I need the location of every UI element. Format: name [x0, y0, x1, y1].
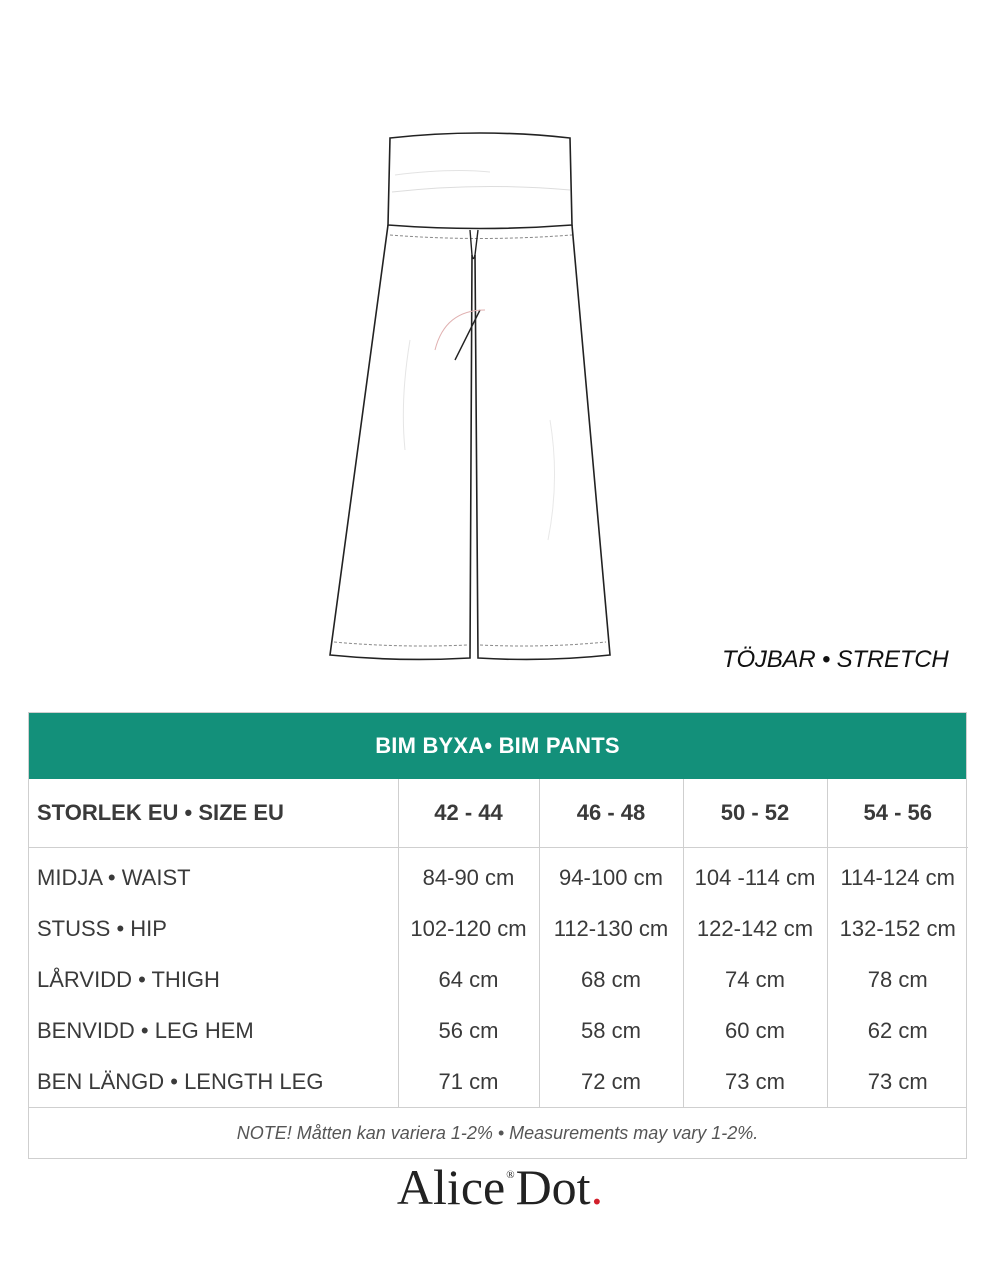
measurement-label: STUSS • HIP: [29, 903, 398, 954]
registered-mark: ®: [506, 1169, 515, 1181]
table-cell: 73 cm: [867, 1068, 928, 1094]
size-header-cell: 50 - 52: [683, 779, 827, 848]
size-table: [29, 779, 968, 1107]
size-header-label: STORLEK EU • SIZE EU: [29, 779, 398, 848]
measurement-label: BENVIDD • LEG HEM: [29, 1005, 398, 1056]
table-row: [29, 1056, 968, 1107]
brand-dot: .: [590, 1159, 604, 1215]
brand-name-part1: Alice: [396, 1159, 506, 1215]
measurement-label: BEN LÄNGD • LENGTH LEG: [29, 1056, 398, 1107]
size-header-cell: 54 - 56: [827, 779, 968, 848]
table-cell: 122-142 cm: [683, 903, 827, 954]
table-cell: 78 cm: [867, 966, 928, 992]
pants-technical-drawing: [320, 120, 660, 700]
table-row: [29, 954, 968, 1005]
brand-name-part2: Dot: [515, 1159, 591, 1215]
size-chart: [28, 712, 967, 1159]
table-cell: 72 cm: [539, 1056, 683, 1107]
stretch-label: TÖJBAR • STRETCH: [722, 646, 949, 673]
table-row: [29, 848, 968, 904]
table-cell: 102-120 cm: [398, 903, 539, 954]
table-cell: 112-130 cm: [539, 903, 683, 954]
brand-logo: [0, 1158, 1000, 1216]
table-cell: 114-124 cm: [840, 864, 956, 890]
table-cell: 58 cm: [539, 1005, 683, 1056]
table-cell: 94-100 cm: [539, 848, 683, 904]
table-cell: 68 cm: [539, 954, 683, 1005]
table-cell: 56 cm: [398, 1005, 539, 1056]
table-cell: 71 cm: [398, 1056, 539, 1107]
size-chart-title: BIM BYXA• BIM PANTS: [29, 713, 966, 779]
size-header-row: [29, 779, 968, 848]
table-row: [29, 903, 968, 954]
table-cell: 74 cm: [683, 954, 827, 1005]
table-row: [29, 1005, 968, 1056]
table-cell: 132-152 cm: [839, 915, 956, 941]
table-cell: 60 cm: [683, 1005, 827, 1056]
measurement-label: LÅRVIDD • THIGH: [29, 954, 398, 1005]
measurement-label: MIDJA • WAIST: [29, 848, 398, 904]
table-cell: 73 cm: [683, 1056, 827, 1107]
table-cell: 62 cm: [867, 1017, 928, 1043]
size-header-cell: 46 - 48: [539, 779, 683, 848]
table-cell: 104 -114 cm: [683, 848, 827, 904]
table-cell: 84-90 cm: [398, 848, 539, 904]
size-header-cell: 42 - 44: [398, 779, 539, 848]
table-cell: 64 cm: [398, 954, 539, 1005]
measurement-note: NOTE! Måtten kan variera 1-2% • Measurements may vary 1-2%.: [29, 1107, 966, 1158]
